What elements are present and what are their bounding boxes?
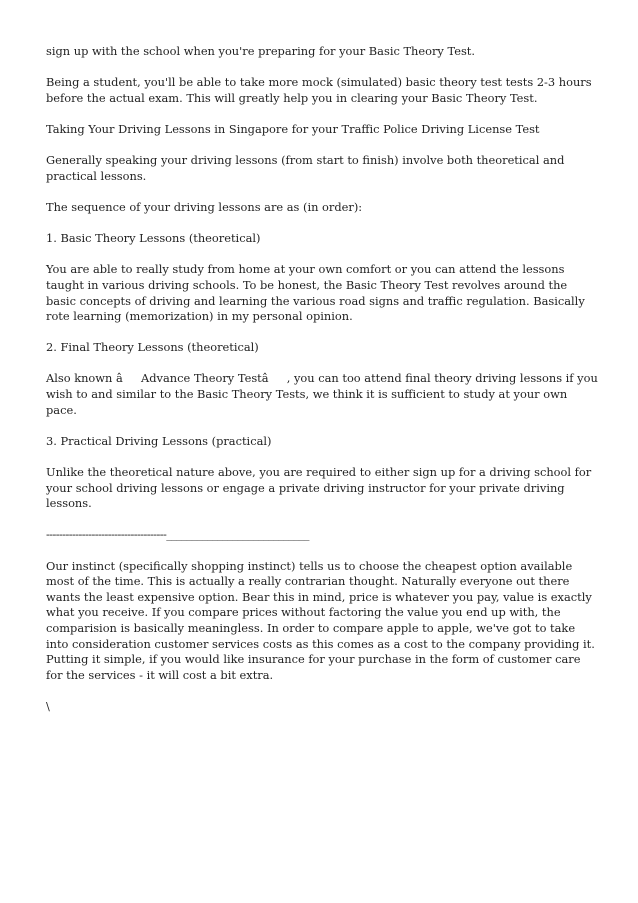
list-item-practical-lessons: 3. Practical Driving Lessons (practical) [46,433,272,448]
paragraph-final-theory-details: Also known âAdvance Theory Testâ, you can too attend final theory driving lessons if you wish to and similar to the Basic Theory Tests, we think it is sufficient to study at your own pace. [46,371,598,417]
paragraph-mock-tests: Being a student, you'll be able to take more mock (simulated) basic theory test tests 2-3 hours before the actual exam. This will greatly help you in clearing your Basic Theory Test. [46,75,592,105]
paragraph-pricing-opinion: Our instinct (specifically shopping instinct) tells us to choose the cheapest option available most of the time. This is actually a really contrarian thought. Naturally everyone out there wants the least expensive option. Bear this in mind, price is whatever you pay, value is exactly what you receive. If you compare prices without factoring the value you end up with, the comparision is basically meaningless. In order to compare apple to apple, we've got to take into consideration customer services costs as this comes as a cost to the company providing it. Putting it simple, if you would like insurance for your purchase in the form of customer care for the services - it will cost a bit extra. [46,558,595,682]
list-item-final-theory: 2. Final Theory Lessons (theoretical) [46,340,259,355]
section-heading-driving-lessons: Taking Your Driving Lessons in Singapore for your Traffic Police Driving License Test [46,121,540,136]
paragraph-practical-details: Unlike the theoretical nature above, you are required to either sign up for a driving school for your school driving lessons or engage a private driving instructor for your private driving lessons. [46,465,592,511]
paragraph-basic-theory-details: You are able to really study from home at your own comfort or you can attend the lessons taught in various driving schools. To be honest, the Basic Theory Test revolves around the basic concepts of driving and learning the various road signs and traffic regulation. Basically rote learning (memorization) in my personal opinion. [46,262,585,324]
trailing-backslash: \ [46,698,50,713]
document-body [46,44,598,730]
text-divider: -------------------------------------____________________________ [46,527,309,542]
paragraph-intro-continuation: sign up with the school when you're preparing for your Basic Theory Test. [46,44,475,58]
paragraph-sequence-intro: The sequence of your driving lessons are as (in order): [46,199,363,214]
list-item-basic-theory: 1. Basic Theory Lessons (theoretical) [46,231,261,246]
paragraph-lessons-overview: Generally speaking your driving lessons (from start to finish) involve both theoretical and practical lessons. [46,153,565,183]
